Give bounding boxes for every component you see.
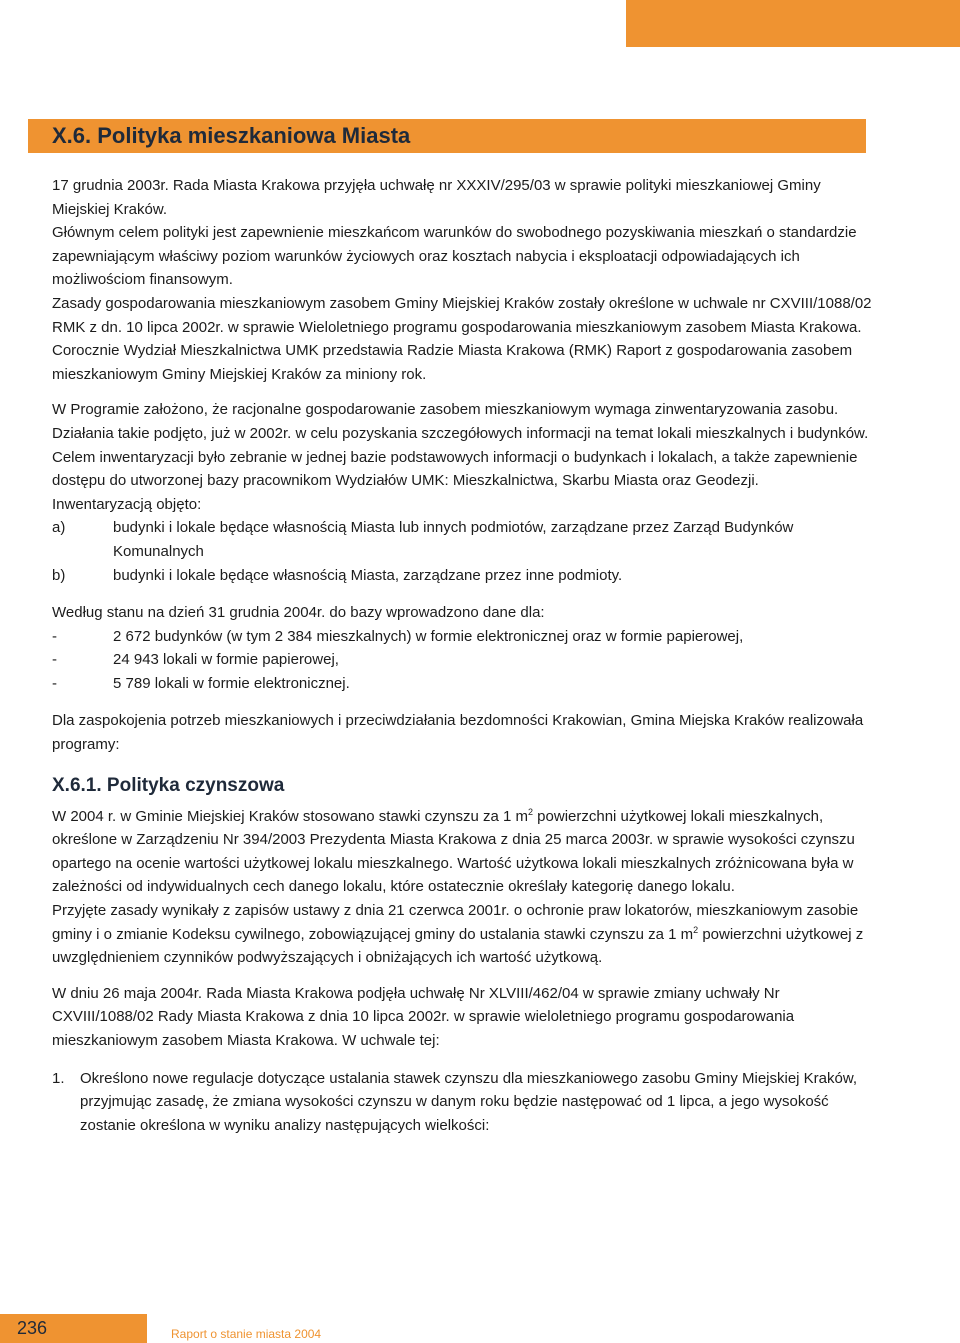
list-item <box>52 564 872 588</box>
list-item <box>52 1067 872 1138</box>
list-item <box>52 625 872 649</box>
list-item <box>52 672 872 696</box>
list-item-text: Określono nowe regulacje dotyczące ustalania stawek czynszu dla mieszkaniowego zasobu Gminy Miejskiej Kraków, przyjmując zasadę, że zmiana wysokości czynszu w danym roku będzie następować od 1 lipca, a jego wysokość zostanie określona w wyniku analizy następujących wielkości: <box>80 1069 858 1134</box>
list-marker: 1. <box>52 1069 65 1087</box>
top-accent-bar <box>626 0 960 47</box>
list-item-text: 2 672 budynków (w tym 2 384 mieszkalnych) w formie elektronicznej oraz w formie papierowej, <box>113 627 744 645</box>
rent-text: Przyjęte zasady wynikały z zapisów ustawy z dnia 21 czerwca 2001r. o ochronie praw lokatorów, mieszkaniowym zasobie gminy i o zmianie Kodeksu cywilnego, zobowiązującej gminy do ustalania stawki czynszu za 1 m <box>52 902 859 943</box>
paragraph: W dniu 26 maja 2004r. Rada Miasta Krakowa podjęła uchwałę Nr XLVIII/462/04 w sprawie zmiany uchwały Nr CXVIII/1088/02 Rady Miasta Krakowa z dnia 10 lipca 2002r. w sprawie wieloletniego programu gospodarowania mieszkaniowym zasobem Miasta Krakowa. W uchwale tej: <box>52 984 795 1049</box>
list-item-text: budynki i lokale będące własnością Miasta lub innych podmiotów, zarządzane przez Zarząd Budynków Komunalnych <box>113 519 794 560</box>
numbered-list <box>52 1067 872 1138</box>
list-marker: - <box>52 627 57 645</box>
paragraph: W Programie założono, że racjonalne gospodarowanie zasobem mieszkaniowym wymaga zinwentaryzowania zasobu. Działania takie podjęto, już w 2002r. w celu pozyskania szczegółowych informacji na temat lokali mieszkalnych i budynków. <box>52 401 869 442</box>
section-title: X.6. Polityka mieszkaniowa Miasta <box>52 123 411 148</box>
paragraph: Głównym celem polityki jest zapewnienie mieszkańcom warunków do swobodnego pozyskiwania mieszkań o standardzie zapewniającym właściwy poziom warunków życiowych oraz kosztach nabycia i eksploatacji odpowiadających ich możliwościom finansowym. <box>52 224 857 289</box>
rent-text: powierzchni użytkowej z uwzględnieniem czynników podwyższających i obniżających ich wartość użytkową. <box>52 925 864 967</box>
footer-label: Raport o stanie miasta 2004 <box>171 1327 322 1341</box>
list-marker: - <box>52 674 57 692</box>
paragraph <box>52 899 872 970</box>
superscript: 2 <box>693 924 699 935</box>
list-item-text: 24 943 lokali w formie papierowej, <box>113 651 339 669</box>
document-body <box>52 174 872 1137</box>
subsection-title: X.6.1. Polityka czynszowa <box>52 774 285 796</box>
rent-text: powierzchni użytkowej lokali mieszkalnych, określone w Zarządzeniu Nr 394/2003 Prezydenta Miasta Krakowa z dnia 25 marca 2003r. w sprawie wysokości czynszu opartego na ocenie wartości użytkowej lokalu mieszkalnego. Wartość użytkowa lokali mieszkalnych zróżnicowana była w zależności od indywidualnych cech danego lokalu, które ostatecznie określały kategorię danego lokalu. <box>52 807 855 896</box>
data-list <box>52 625 872 696</box>
paragraph: Według stanu na dzień 31 grudnia 2004r. do bazy wprowadzono dane dla: <box>52 604 545 622</box>
section-header-bar <box>28 119 866 153</box>
paragraph: Zasady gospodarowania mieszkaniowym zasobem Gminy Miejskiej Kraków zostały określone w uchwale nr CXVIII/1088/02 RMK z dn. 10 lipca 2002r. w sprawie Wieloletniego programu gospodarowania mieszkaniowym zasobem Miasta Krakowa. Corocznie Wydział Mieszkalnictwa UMK przedstawia Radzie Miasta Krakowa (RMK) Raport z gospodarowania zasobem mieszkaniowym Gminy Miejskiej Kraków za miniony rok. <box>52 294 872 383</box>
list-item-text: budynki i lokale będące własnością Miasta, zarządzane przez inne podmioty. <box>113 566 623 584</box>
footer-accent-bar <box>0 1314 147 1343</box>
list-marker: a) <box>52 519 66 537</box>
superscript: 2 <box>528 806 534 817</box>
paragraph: Dla zaspokojenia potrzeb mieszkaniowych i przeciwdziałania bezdomności Krakowian, Gmina Miejska Kraków realizowała programy: <box>52 712 864 754</box>
list-marker: - <box>52 651 57 669</box>
list-item-text: 5 789 lokali w formie elektronicznej. <box>113 674 350 692</box>
paragraph: 17 grudnia 2003r. Rada Miasta Krakowa przyjęła uchwałę nr XXXIV/295/03 w sprawie polityki mieszkaniowej Gminy Miejskiej Kraków. <box>52 177 821 218</box>
paragraph <box>52 805 872 899</box>
list-item <box>52 516 872 563</box>
paragraph: Inwentaryzacją objęto: <box>52 495 202 513</box>
inventory-list <box>52 516 872 587</box>
page-number: 236 <box>17 1318 48 1338</box>
rent-text: W 2004 r. w Gminie Miejskiej Kraków stosowano stawki czynszu za 1 m <box>52 807 528 825</box>
list-marker: b) <box>52 566 66 584</box>
paragraph: Celem inwentaryzacji było zebranie w jednej bazie podstawowych informacji o budynkach i lokalach, a także zapewnienie dostępu do utworzonej bazy pracownikom Wydziałów UMK: Mieszkalnictwa, Skarbu Miasta oraz Geodezji. <box>52 448 858 490</box>
list-item <box>52 648 872 672</box>
